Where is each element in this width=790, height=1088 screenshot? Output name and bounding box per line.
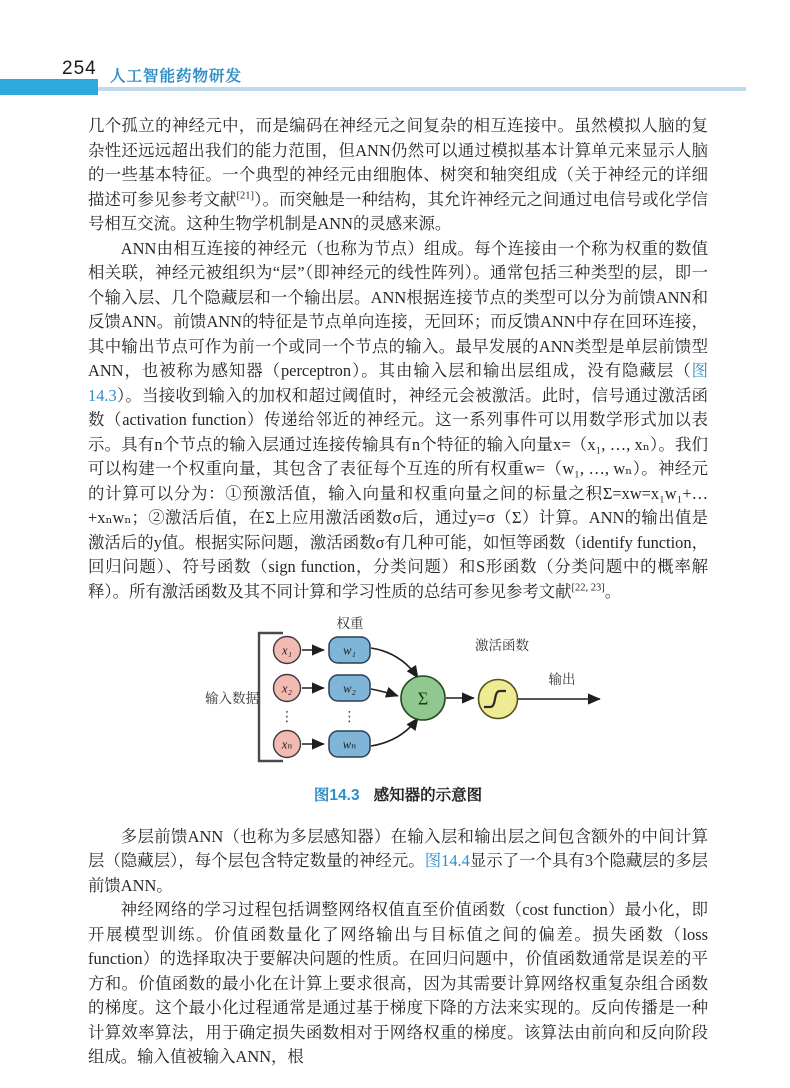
arrow-w1-sum	[371, 648, 418, 678]
figure-caption-text: 感知器的示意图	[373, 787, 483, 804]
sigma-symbol: Σ	[417, 688, 429, 709]
input-node-x2-label: x₂	[282, 681, 292, 696]
paragraph-text: 多层前馈ANN（也称为多层感知器）在输入层和输出层之间包含额外的中间计算层（隐藏层），每个层包含特定数量的神经元。	[88, 826, 708, 870]
text-column	[88, 114, 708, 1070]
activation-node	[479, 680, 518, 719]
input-node-x1-label: x₁	[282, 643, 292, 658]
input-data-label: 输入数据	[205, 691, 259, 706]
input-ellipsis: ⋮	[280, 709, 294, 725]
citation-superscript: [21]	[236, 190, 255, 202]
weight-node-wn-label: wₙ	[342, 737, 357, 752]
weight-ellipsis: ⋮	[342, 709, 357, 725]
activation-function-label: 激活函数	[475, 638, 529, 653]
paragraph-text: ）。当接收到输入的加权和超过阈值时，神经元会被激活。此时，信号通过激活函数（activation function）传递给邻近的神经元。这一系列事件可以用数学形式加以表示。具有n个节点的输入层通过连接传输具有n个特征的输入向量x=（x₁, …, xₙ）。我们可以构建一个权重向量，其包含了表征每个互连的所有权重w=（w₁, …, wₙ）。神经元的计算可以分为：①预激活值，输入向量和权重向量之间的标量之积Σ=xw=x₁w₁+…+xₙwₙ；②激活后值，在Σ上应用激活函数σ后，通过y=σ（Σ）计算。ANN的输出值是激活后的y值。根据实际问题，激活函数σ有几种可能，如恒等函数（identify function，回归问题）、符号函数（sign function，分类问题）和S形函数（分类问题中的概率解释）。所有激活函数及其不同计算和学习性质的总结可参见参考文献	[88, 385, 708, 601]
page-number: 254	[62, 58, 97, 79]
paragraph-text: ANN由相互连接的神经元（也称为节点）组成。每个连接由一个称为权重的数值相关联，神经元被组织为“层”（即神经元的线性阵列）。通常包括三种类型的层，即一个输入层、几个隐藏层和一个输出层。ANN根据连接节点的类型可以分为前馈ANN和反馈ANN。前馈ANN的特征是节点单向连接，无回环；而反馈ANN中存在回环连接，其中输出节点可作为前一个或同一个节点的输入。最早发展的ANN类型是单层前馈型ANN，也被称为感知器（perceptron）。其由输入层和输出层组成，没有隐藏层（	[88, 238, 708, 380]
arrow-wn-sum	[371, 718, 418, 746]
paragraph-text: 显示了一个具有3个隐藏层的多层前馈ANN。	[88, 851, 708, 895]
figure-caption-number: 图14.3	[313, 787, 360, 804]
weight-node-w2-label: w₂	[343, 681, 356, 696]
paragraph-text: 几个孤立的神经元中，而是编码在神经元之间复杂的相互连接中。虽然模拟人脑的复杂性还远远超出我们的能力范围，但ANN仍然可以通过模拟基本计算单元来显示人脑的一些基本特征。一个典型的神经元由细胞体、树突和轴突组成（关于神经元的详细描述可参见参考文献	[88, 116, 708, 209]
header-accent-block	[0, 79, 98, 95]
paragraph-text: 神经网络的学习过程包括调整网络权值直至价值函数（cost function）最小化，即开展模型训练。价值函数量化了网络输出与目标值之间的偏差。损失函数（loss function）的选择取决于要解决问题的性质。在回归问题中，价值函数通常是误差的平方和。价值函数的最小化在计算上要求很高，因为其需要计算网络权重复杂组合函数的梯度。这个最小化过程通常是通过基于梯度下降的方法来实现的。反向传播是一种计算效率算法，用于确定损失函数相对于网络权重的梯度。该算法由前向和反向阶段组成。输入值被输入ANN，根	[88, 900, 708, 1066]
header-rule	[98, 87, 746, 91]
body-paragraph-4	[88, 898, 708, 1070]
paragraph-text: ）。而突触是一种结构，其允许神经元之间通过电信号或化学信号相互交流。这种生物学机制是ANN的灵感来源。	[88, 189, 708, 233]
input-node-xn-label: xₙ	[281, 737, 293, 752]
running-head-title: 人工智能药物研发	[110, 68, 243, 85]
perceptron-diagram	[178, 614, 618, 780]
output-label: 输出	[548, 672, 576, 687]
arrow-w2-sum	[371, 689, 398, 696]
body-paragraph-3	[88, 825, 708, 899]
figure-caption	[88, 784, 708, 809]
citation-superscript: [22, 23]	[571, 582, 605, 594]
weight-node-w1-label: w₁	[343, 643, 356, 658]
body-paragraph-1	[88, 114, 708, 237]
figure-reference-link: 图14.4	[424, 851, 470, 870]
body-paragraph-2	[88, 237, 708, 605]
figure-14-3	[88, 614, 708, 780]
figure-reference-link: 图14.3	[88, 361, 708, 405]
weights-label: 权重	[336, 616, 364, 631]
paragraph-text: 。	[604, 581, 622, 601]
